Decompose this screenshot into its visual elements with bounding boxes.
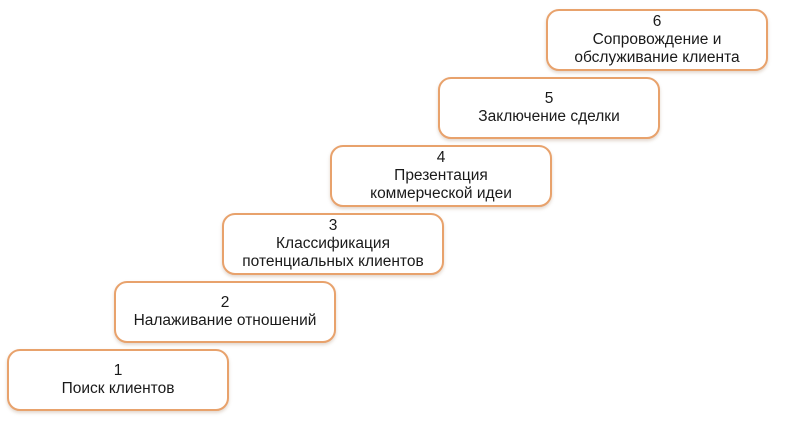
step-box-3 <box>222 213 444 275</box>
step-box-2 <box>114 281 336 343</box>
step-number: 4 <box>436 149 446 166</box>
step-box-1 <box>7 349 229 411</box>
step-label-line: обслуживание клиента <box>574 49 740 66</box>
step-label-line: Классификация <box>276 235 390 252</box>
step-label-line: Налаживание отношений <box>133 312 317 329</box>
step-box-6 <box>546 9 768 71</box>
step-box-4 <box>330 145 552 207</box>
step-number: 1 <box>113 362 123 379</box>
step-box-5 <box>438 77 660 139</box>
step-label-line: Заключение сделки <box>478 108 620 125</box>
step-label-line: Сопровождение и <box>592 31 722 48</box>
step-number: 2 <box>220 294 230 311</box>
step-number: 5 <box>544 90 554 107</box>
step-number: 3 <box>328 217 338 234</box>
step-label-line: Поиск клиентов <box>61 380 175 397</box>
step-label-line: потенциальных клиентов <box>242 253 424 270</box>
step-number: 6 <box>652 13 662 30</box>
step-label-line: Презентация <box>394 167 488 184</box>
step-label-line: коммерческой идеи <box>370 185 512 202</box>
